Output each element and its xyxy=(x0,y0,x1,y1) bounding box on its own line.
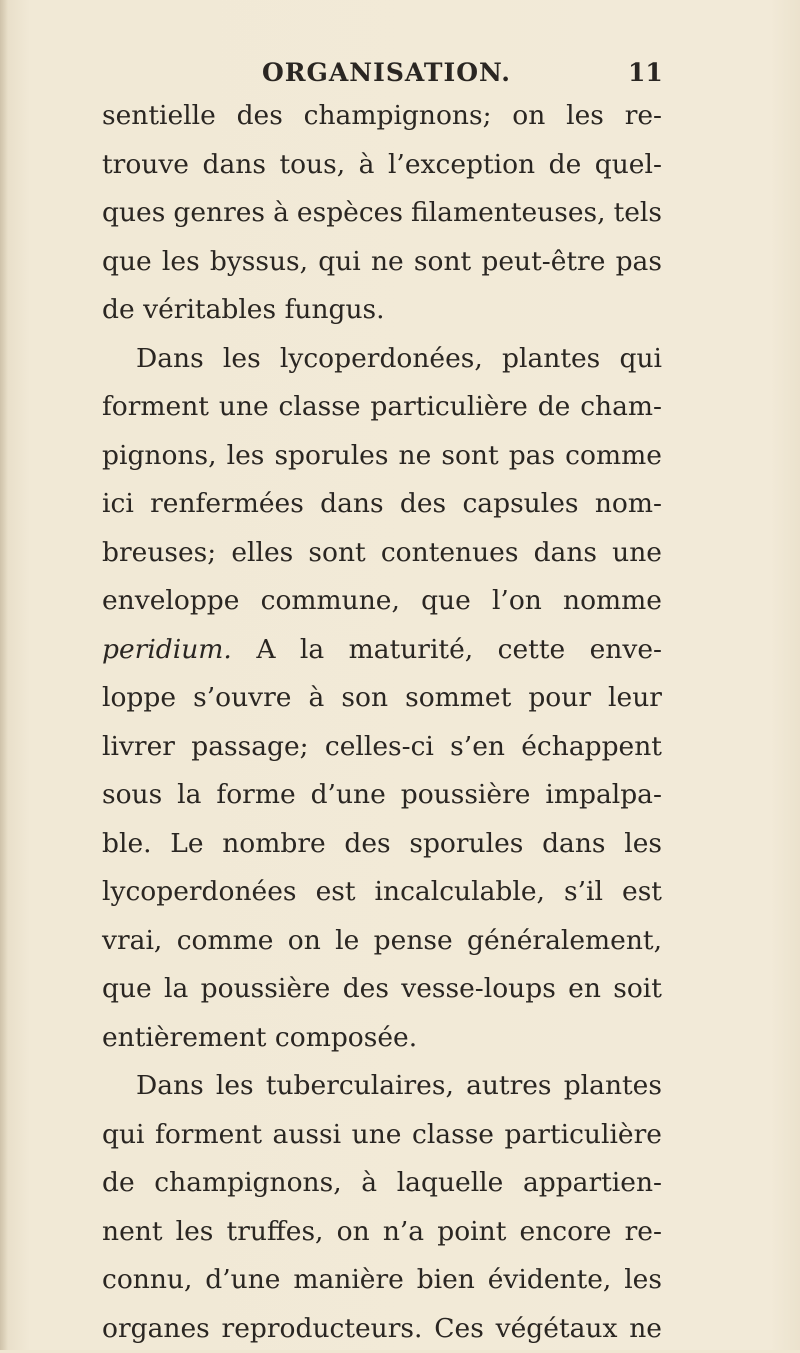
word: entièrement xyxy=(102,1014,266,1063)
word: une xyxy=(612,529,662,578)
word: sommet xyxy=(405,674,511,723)
word: Le xyxy=(170,820,203,869)
word: échappent xyxy=(521,723,662,772)
text-line xyxy=(102,674,662,723)
word: sporules xyxy=(274,432,388,481)
word: nombre xyxy=(222,820,325,869)
text-line xyxy=(102,92,662,141)
word: connu, xyxy=(102,1256,192,1305)
word: généralement, xyxy=(467,917,662,966)
text-line xyxy=(102,432,662,481)
word: des xyxy=(344,820,390,869)
word: byssus, xyxy=(210,238,308,287)
word: sous xyxy=(102,771,162,820)
word: elles xyxy=(231,529,293,578)
word: peridium. xyxy=(102,626,232,675)
word: celles-ci xyxy=(325,723,434,772)
word: ble. xyxy=(102,820,152,869)
word: pour xyxy=(528,674,591,723)
word: champignons, xyxy=(154,1159,341,1208)
word: maturité, xyxy=(349,626,474,675)
word: pas xyxy=(509,432,555,481)
word: soit xyxy=(613,965,662,1014)
word: tels xyxy=(614,189,662,238)
word: particulière xyxy=(505,1111,662,1160)
word: on xyxy=(337,1208,370,1257)
word: sont xyxy=(414,238,471,287)
text-line xyxy=(102,141,662,190)
word: l’exception xyxy=(388,141,535,190)
word: ne xyxy=(399,432,432,481)
word: dans xyxy=(534,529,597,578)
word: ques xyxy=(102,189,165,238)
word: qui xyxy=(318,238,361,287)
word: champignons; xyxy=(304,92,492,141)
text-line xyxy=(102,1159,662,1208)
text-line xyxy=(102,868,662,917)
word: d’une xyxy=(311,771,386,820)
word: nomme xyxy=(563,577,662,626)
body-text xyxy=(102,92,662,1353)
word: pignons, xyxy=(102,432,217,481)
text-line xyxy=(102,626,662,675)
word: enve- xyxy=(590,626,662,675)
word: forme xyxy=(216,771,295,820)
word: à xyxy=(359,141,375,190)
word: point xyxy=(437,1208,506,1257)
word: composée. xyxy=(275,1014,417,1063)
word: forment xyxy=(155,1111,262,1160)
word: quel- xyxy=(595,141,662,190)
text-line xyxy=(102,1111,662,1160)
text-line xyxy=(102,1256,662,1305)
word: impalpa- xyxy=(545,771,662,820)
word: des xyxy=(343,965,389,1014)
text-line xyxy=(102,286,662,335)
word: capsules xyxy=(462,480,578,529)
word: organes xyxy=(102,1305,210,1353)
word: re- xyxy=(625,92,662,141)
word: cham- xyxy=(580,383,662,432)
text-line xyxy=(102,480,662,529)
word: la xyxy=(300,626,324,675)
word: appartien- xyxy=(523,1159,662,1208)
word: A xyxy=(256,626,275,675)
word: les xyxy=(227,432,265,481)
text-line xyxy=(102,383,662,432)
word: des xyxy=(400,480,446,529)
word: forment xyxy=(102,383,209,432)
running-title: ORGANISATION. xyxy=(262,58,511,87)
word: poussière xyxy=(201,965,331,1014)
word: reproducteurs. xyxy=(222,1305,423,1353)
word: autres xyxy=(466,1062,551,1111)
word: qui xyxy=(619,335,662,384)
word: lycoperdonées, xyxy=(280,335,483,384)
word: des xyxy=(237,92,283,141)
word: ici xyxy=(102,480,134,529)
word: à xyxy=(361,1159,377,1208)
word: d’une xyxy=(205,1256,280,1305)
text-line xyxy=(102,1208,662,1257)
word: plantes xyxy=(564,1062,662,1111)
word: bien xyxy=(417,1256,475,1305)
word: tuberculaires, xyxy=(266,1062,454,1111)
word: nent xyxy=(102,1208,162,1257)
word: on xyxy=(512,92,545,141)
word: breuses; xyxy=(102,529,216,578)
word: la xyxy=(164,965,188,1014)
word: encore xyxy=(520,1208,612,1257)
text-line xyxy=(102,965,662,1014)
text-line xyxy=(102,1305,662,1353)
word: le xyxy=(335,917,359,966)
word: commune, xyxy=(261,577,400,626)
word: à xyxy=(309,674,325,723)
text-line xyxy=(102,335,662,384)
word: sont xyxy=(308,529,365,578)
word: qui xyxy=(102,1111,145,1160)
text-line xyxy=(102,577,662,626)
word: que xyxy=(102,965,152,1014)
word: genres xyxy=(173,189,265,238)
word: Dans xyxy=(136,335,204,384)
page-number: 11 xyxy=(628,58,663,87)
word: véritables xyxy=(143,286,276,335)
text-line xyxy=(102,1014,662,1063)
word: particulière xyxy=(370,383,527,432)
word: de xyxy=(102,1159,135,1208)
word: est xyxy=(316,868,356,917)
word: enveloppe xyxy=(102,577,239,626)
word: sporules xyxy=(409,820,523,869)
word: dans xyxy=(320,480,383,529)
word: incalculable, xyxy=(375,868,545,917)
word: comme xyxy=(177,917,274,966)
word: tous, xyxy=(279,141,345,190)
word: nom- xyxy=(595,480,662,529)
word: ne xyxy=(371,238,404,287)
word: Ces xyxy=(434,1305,484,1353)
word: l’on xyxy=(492,577,542,626)
word: classe xyxy=(279,383,361,432)
word: dans xyxy=(542,820,605,869)
word: pas xyxy=(616,238,662,287)
word: truffes, xyxy=(227,1208,324,1257)
text-line xyxy=(102,820,662,869)
word: classe xyxy=(412,1111,494,1160)
word: vesse-loups xyxy=(401,965,556,1014)
word: est xyxy=(622,868,662,917)
word: on xyxy=(288,917,321,966)
text-line xyxy=(102,189,662,238)
word: sentielle xyxy=(102,92,216,141)
text-line xyxy=(102,917,662,966)
text-line xyxy=(102,529,662,578)
word: de xyxy=(549,141,582,190)
word: végétaux xyxy=(496,1305,618,1353)
text-line xyxy=(102,1062,662,1111)
word: livrer xyxy=(102,723,175,772)
word: Dans xyxy=(136,1062,204,1111)
word: les xyxy=(223,335,261,384)
word: les xyxy=(216,1062,254,1111)
word: laquelle xyxy=(397,1159,504,1208)
word: espèces xyxy=(297,189,403,238)
word: leur xyxy=(608,674,662,723)
page-spine-shadow xyxy=(0,0,8,1350)
word: que xyxy=(421,577,471,626)
word: les xyxy=(566,92,604,141)
word: son xyxy=(341,674,388,723)
word: de xyxy=(538,383,571,432)
word: les xyxy=(162,238,200,287)
word: s’en xyxy=(450,723,505,772)
word: à xyxy=(273,189,289,238)
word: n’a xyxy=(383,1208,424,1257)
word: lycoperdonées xyxy=(102,868,297,917)
word: que xyxy=(102,238,152,287)
word: dans xyxy=(203,141,266,190)
word: les xyxy=(176,1208,214,1257)
word: contenues xyxy=(381,529,519,578)
word: les xyxy=(624,1256,662,1305)
word: poussière xyxy=(401,771,531,820)
word: s’il xyxy=(564,868,603,917)
word: la xyxy=(177,771,201,820)
word: fungus. xyxy=(285,286,385,335)
word: trouve xyxy=(102,141,189,190)
word: cette xyxy=(498,626,566,675)
word: filamenteuses, xyxy=(411,189,606,238)
word: aussi xyxy=(273,1111,342,1160)
word: sont xyxy=(441,432,498,481)
word: comme xyxy=(565,432,662,481)
word: passage; xyxy=(191,723,308,772)
word: manière xyxy=(293,1256,404,1305)
word: pense xyxy=(374,917,453,966)
word: ne xyxy=(629,1305,662,1353)
text-line xyxy=(102,238,662,287)
word: peut-être xyxy=(481,238,605,287)
word: re- xyxy=(625,1208,662,1257)
word: de xyxy=(102,286,135,335)
text-line xyxy=(102,771,662,820)
word: renfermées xyxy=(150,480,304,529)
word: les xyxy=(624,820,662,869)
word: évidente, xyxy=(488,1256,612,1305)
word: s’ouvre xyxy=(193,674,291,723)
word: en xyxy=(568,965,601,1014)
word: une xyxy=(219,383,269,432)
word: plantes xyxy=(502,335,600,384)
word: loppe xyxy=(102,674,176,723)
word: une xyxy=(352,1111,402,1160)
word: vrai, xyxy=(102,917,162,966)
text-line xyxy=(102,723,662,772)
